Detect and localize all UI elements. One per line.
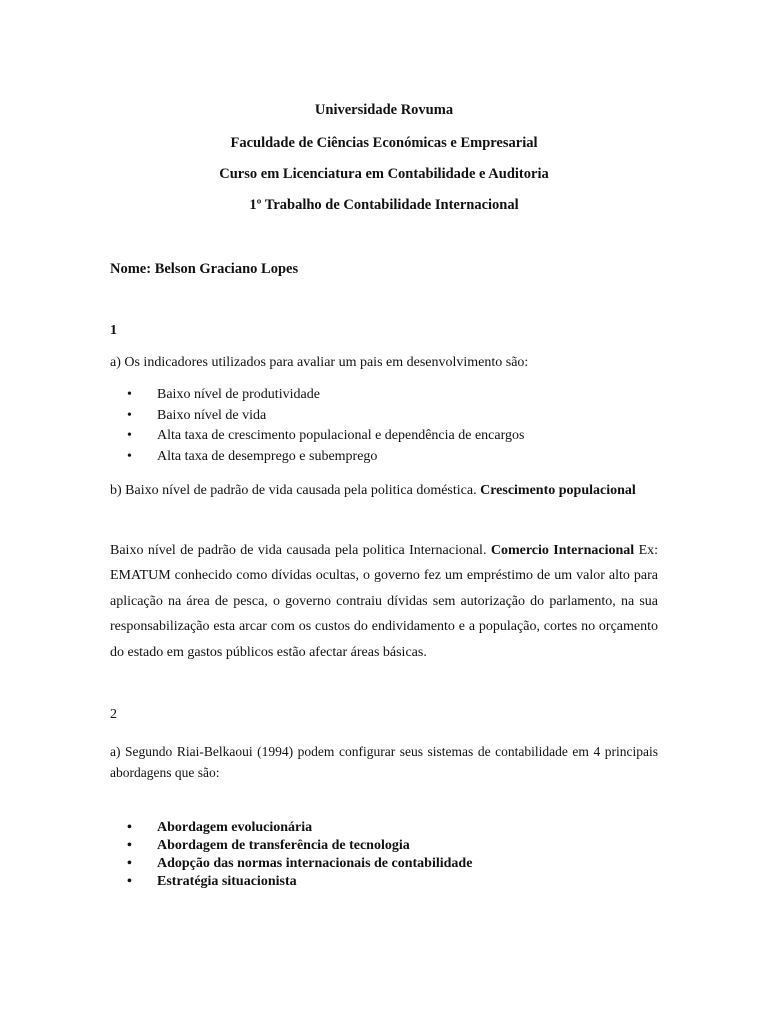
list-item [110,385,524,406]
list-item-text: Adopção das normas internacionais de contabilidade [157,856,473,871]
list-item-text: Baixo nível de vida [157,407,267,423]
list-item-text: Abordagem de transferência de tecnologia [157,838,410,853]
faculty-title: Faculdade de Ciências Económicas e Empresarial [230,135,538,151]
para2-text: Baixo nível de padrão de vida causada pela politica Internacional. [110,543,487,558]
list-item [110,855,472,873]
list-item [110,447,524,468]
approaches-list [110,819,472,891]
list-item-text: Alta taxa de crescimento populacional e dependência de encargos [157,428,525,443]
list-item [110,406,524,427]
bullet-icon: • [127,387,132,402]
section-1-number: 1 [110,323,117,338]
bullet-icon: • [127,838,132,853]
answer-b-text: b) Baixo nível de padrão de vida causada pela politica doméstica. [110,483,477,498]
bullet-icon: • [127,874,132,889]
bullet-icon: • [127,820,132,835]
international-paragraph [110,538,658,665]
section-1-question-a: a) Os indicadores utilizados para avaliar um pais em desenvolvimento são: [110,355,529,370]
student-name: Nome: Belson Graciano Lopes [110,261,299,277]
para2-rest: Ex: EMATUM conhecido como dívidas ocultas, o governo fez um empréstimo de um valor alto para aplicação na área de pesca, o governo contraiu dívidas sem autorização do parlamento, na sua responsabilização esta arcar com os custos do endividamento e a população, cortes no orçamento do estado em gastos públicos estão afectar áreas básicas. [110,543,659,660]
list-item [110,837,472,855]
answer-b-bold: Crescimento populacional [480,483,636,498]
assignment-title: 1º Trabalho de Contabilidade Internacional [249,197,519,213]
bullet-icon: • [127,407,132,423]
list-item-text: Abordagem evolucionária [157,820,313,835]
bullet-icon: • [127,448,132,464]
indicators-list [110,385,524,467]
section-2-number: 2 [110,707,117,722]
list-item [110,873,472,891]
list-item-text: Baixo nível de produtividade [157,387,320,402]
section-2-question-a: a) Segundo Riai-Belkaoui (1994) podem configurar seus sistemas de contabilidade em 4 principais abordagens que são: [110,744,658,780]
para2-bold: Comercio Internacional [490,543,635,558]
bullet-icon: • [127,428,132,443]
university-title: Universidade Rovuma [314,102,454,118]
list-item [110,819,472,837]
course-title: Curso em Licenciatura em Contabilidade e Auditoria [219,166,549,182]
list-item [110,426,524,447]
bullet-icon: • [127,856,132,871]
list-item-text: Estratégia situacionista [157,874,297,889]
answer-b-paragraph [110,478,658,503]
list-item-text: Alta taxa de desemprego e subemprego [157,448,378,464]
